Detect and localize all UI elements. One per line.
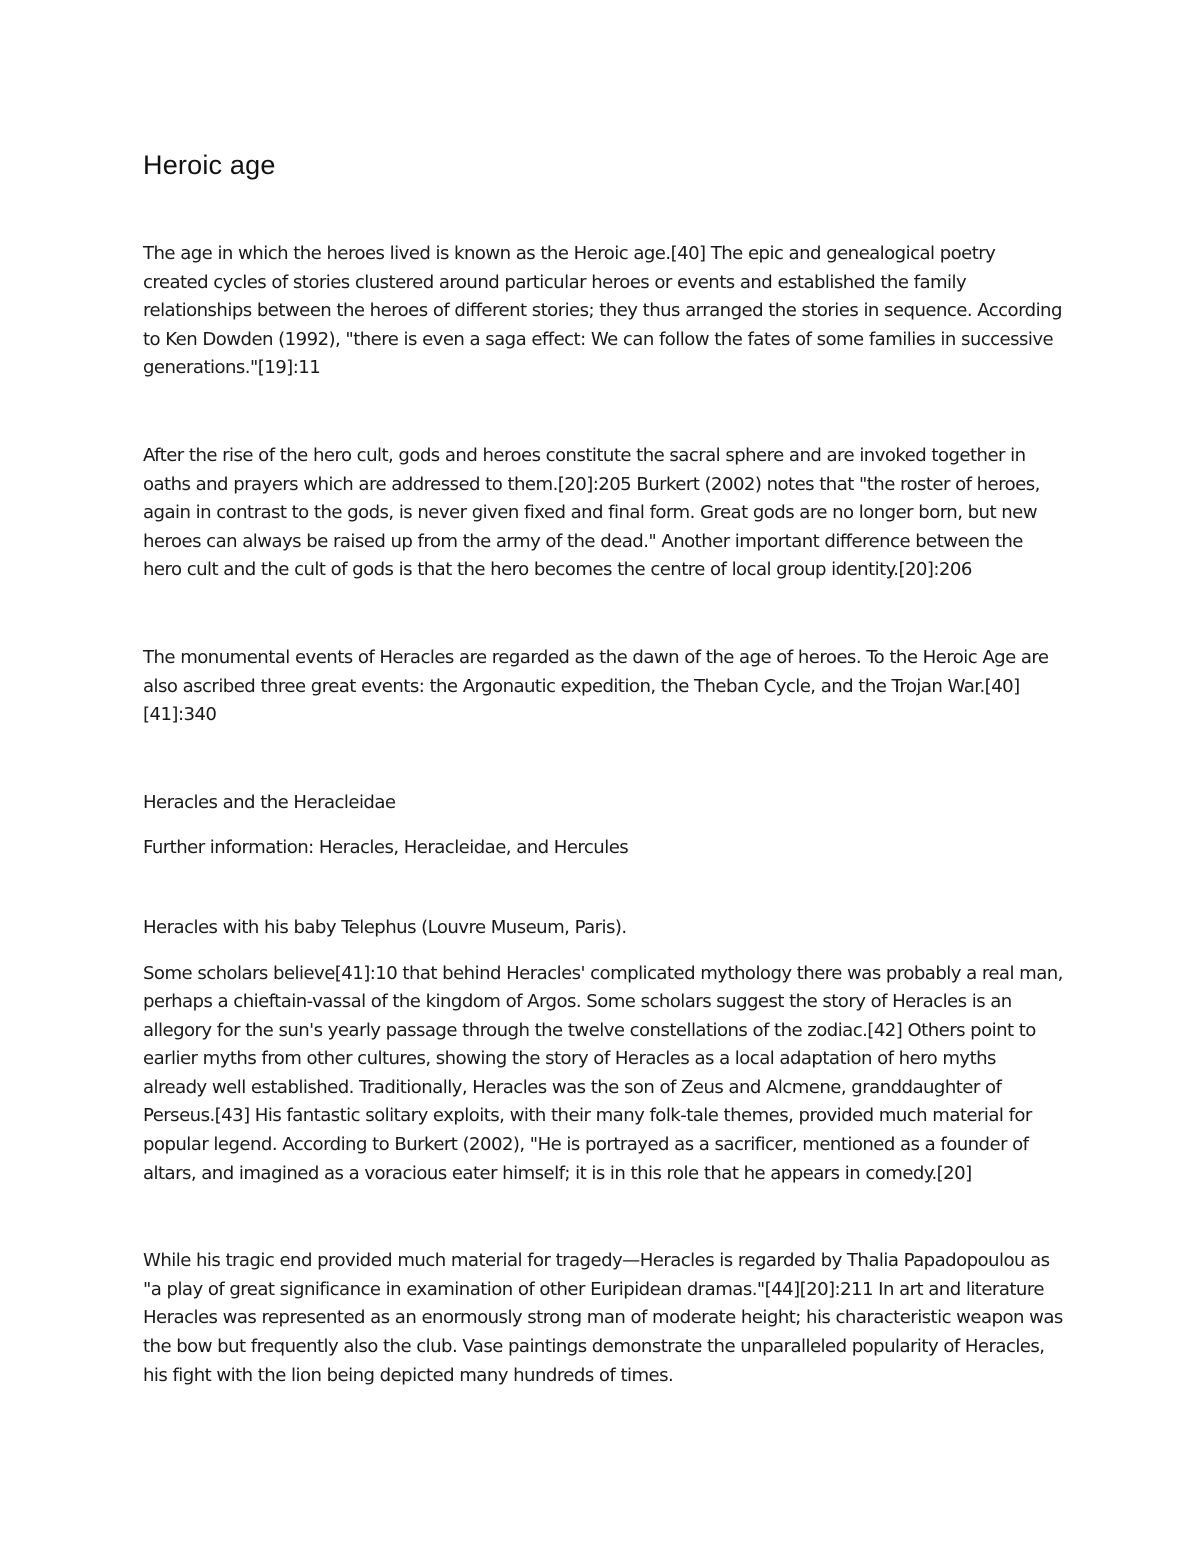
paragraph-monumental-events: The monumental events of Heracles are regarded as the dawn of the age of heroes. To the Heroic Age are also ascribed three great events: the Argonautic expedition, the Theban Cycle, and the Trojan War.[40][41]:340: [143, 646, 1049, 726]
paragraph-heroic-age: The age in which the heroes lived is known as the Heroic age.[40] The epic and genealogical poetry created cycles of stories clustered around particular heroes or events and established the family relationships between the heroes of different stories; they thus arranged the stories in sequence. According to Ken Dowden (1992), "there is even a saga effect: We can follow the fates of some families in successive generations."[19]:11: [143, 243, 1062, 379]
document-body: [143, 148, 1063, 1390]
paragraph-tragic-end: While his tragic end provided much material for tragedy—Heracles is regarded by Thalia Papadopoulou as "a play of great significance in examination of other Euripidean dramas."[44][20]:211 In art and literature Heracles was represented as an enormously strong man of moderate height; his characteristic weapon was the bow but frequently also the club. Vase paintings demonstrate the unparalleled popularity of Heracles, his fight with the lion being depicted many hundreds of times.: [143, 1250, 1063, 1386]
page-title: Heroic age: [143, 150, 276, 180]
paragraph-scholars: Some scholars believe[41]:10 that behind Heracles' complicated mythology there was probably a real man, perhaps a chieftain-vassal of the kingdom of Argos. Some scholars suggest the story of Heracles is an allegory for the sun's yearly passage through the twelve constellations of the zodiac.[42] Others point to earlier myths from other cultures, showing the story of Heracles as a local adaptation of hero myths already well established. Traditionally, Heracles was the son of Zeus and Alcmene, granddaughter of Perseus.[43] His fantastic solitary exploits, with their many folk-tale themes, provided much material for popular legend. According to Burkert (2002), "He is portrayed as a sacrificer, mentioned as a founder of altars, and imagined as a voracious eater himself; it is in this role that he appears in comedy.[20]: [143, 962, 1063, 1184]
image-caption: Heracles with his baby Telephus (Louvre Museum, Paris).: [143, 916, 627, 938]
section-subheading: Heracles and the Heracleidae: [143, 791, 396, 813]
further-information: Further information: Heracles, Heracleidae, and Hercules: [143, 837, 629, 859]
paragraph-hero-cult: After the rise of the hero cult, gods and heroes constitute the sacral sphere and are invoked together in oaths and prayers which are addressed to them.[20]:205 Burkert (2002) notes that "the roster of heroes, again in contrast to the gods, is never given fixed and final form. Great gods are no longer born, but new heroes can always be raised up from the army of the dead." Another important difference between the hero cult and the cult of gods is that the hero becomes the centre of local group identity.[20]:206: [143, 444, 1040, 581]
